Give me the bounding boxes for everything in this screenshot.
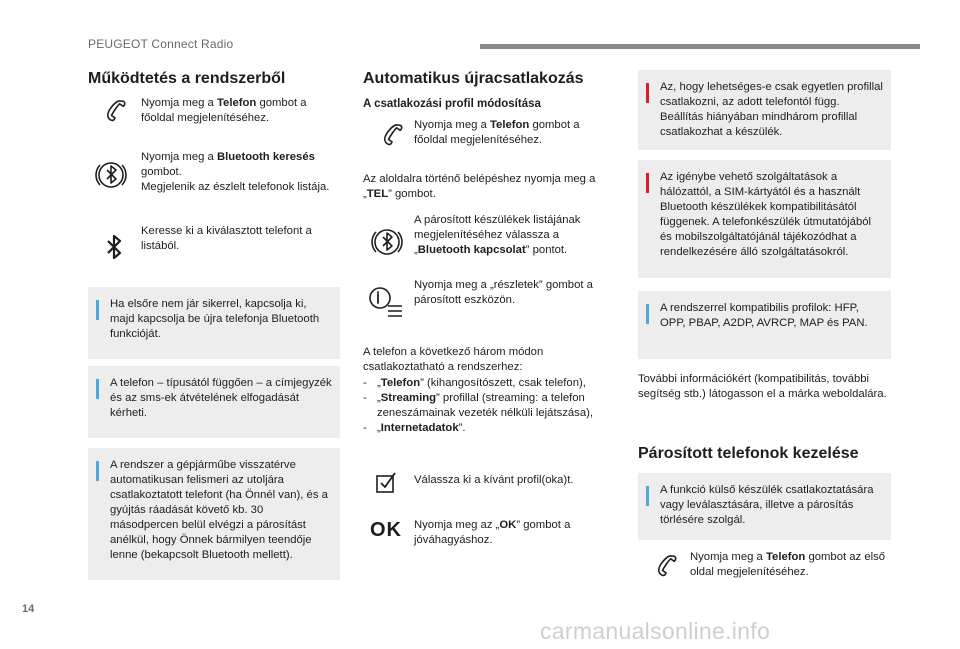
phone-icon [372,117,410,155]
info-icon [646,486,649,506]
bluetooth-icon [95,228,133,266]
page-number: 14 [22,603,35,615]
info-text: A rendszerrel kompatibilis profilok: HFP, OPP, PBAP, A2DP, AVRCP, MAP és PAN. [660,302,868,329]
phone-icon [646,548,684,586]
phone-icon [95,93,133,131]
warning-box-profile [638,70,891,150]
header-bar [480,44,920,49]
info-box-pairing [638,473,891,540]
info-box-bluetooth-retry [88,287,340,359]
bluetooth-search-icon [364,219,410,265]
col3-para: További információkért (kompatibilitás, további segítség stb.) látogasson el a márka weboldalára. [638,373,887,400]
warning-icon [646,173,649,193]
col2-step5-text: Nyomja meg az „OK” gombot a jóváhagyáshoz. [414,519,571,546]
checkbox-icon [371,468,401,498]
info-text: A telefon – típusától függően – a címjegyzék és az sms-ek átvételének elfogadását kérheti. [110,377,332,419]
info-box-contacts [88,366,340,438]
col1-step2-text: Nyomja meg a Bluetooth keresés gombot. Megjelenik az észlelt telefonok listája. [141,151,330,193]
info-text: A funkció külső készülék csatlakoztatására vagy leválasztására, illetve a párosítás törlésére szolgál. [660,484,874,526]
info-text: A rendszer a gépjárműbe visszatérve automatikusan felismeri az utoljára csatlakoztatott telefont (ha Önnél van), és a gyújtás ráadását követő kb. 30 másodpercen belül elvégzi a párosítást anélkül, hogy Önnek bármilyen teendője lenne (bekapcsolt Bluetooth mellett). [110,459,328,561]
watermark: carmanualsonline.info [540,618,771,644]
section-title-auto-reconnect: Automatikus újracsatlakozás [363,70,584,87]
section-title-operation: Működtetés a rendszerből [88,70,286,87]
details-list-icon [366,280,406,320]
bluetooth-search-icon [88,152,134,198]
profile-list [363,376,613,436]
subtitle-profile: A csatlakozási profil módosítása [363,98,541,110]
ok-icon: OK [370,519,402,541]
list-item: - „Internetadatok”. [363,422,466,434]
warning-box-services [638,160,891,278]
info-icon [96,461,99,481]
col2-step4-text: Válassza ki a kívánt profil(oka)t. [414,474,574,486]
col2-step2-text: A párosított készülékek listájának megjelenítéséhez válassza a „Bluetooth kapcsolat” pontot. [414,214,581,256]
info-icon [96,379,99,399]
list-item: - „Streaming” profillal (streaming: a telefon zeneszámainak vezeték nélküli lejátszása), [363,392,594,419]
info-box-auto-reconnect [88,448,340,580]
info-text: Ha elsőre nem jár sikerrel, kapcsolja ki, majd kapcsolja be újra telefonja Bluetooth funkcióját. [110,298,320,340]
col2-step1-text: Nyomja meg a Telefon gombot a főoldal megjelenítéséhez. [414,119,580,146]
warning-text: Az igénybe vehető szolgáltatások a hálózattól, a SIM-kártyától és a használt Bluetooth készülékek kompatibilitásától függenek. A telefonkészülék útmutatójából és mobilszolgáltatójánál tájékozódhat a rendelkezésére álló szolgáltatásokról. [660,171,872,258]
col3-step-text: Nyomja meg a Telefon gombot az első oldal megjelenítéséhez. [690,551,886,578]
info-box-profiles [638,291,891,359]
header-title: PEUGEOT Connect Radio [88,37,234,51]
col1-step1-text: Nyomja meg a Telefon gombot a főoldal megjelenítéséhez. [141,97,307,124]
col2-para2: A telefon a következő három módon csatlakoztatható a rendszerhez: [363,346,544,373]
warning-text: Az, hogy lehetséges-e csak egyetlen profillal csatlakozni, az adott telefontól függ. Beállítás hiányában mindhárom profillal csatlakozhat a készülék. [660,81,883,138]
info-icon [96,300,99,320]
col1-step3-text: Keresse ki a kiválasztott telefont a listából. [141,225,312,252]
section-title-paired-phones: Párosított telefonok kezelése [638,445,859,462]
list-item: - „Telefon” (kihangosítószett, csak telefon), [363,377,586,389]
info-icon [646,304,649,324]
col2-para1: Az aloldalra történő belépéshez nyomja meg a „TEL” gombot. [363,173,596,200]
warning-icon [646,83,649,103]
col2-step3-text: Nyomja meg a „részletek” gombot a párosított eszközön. [414,279,593,306]
